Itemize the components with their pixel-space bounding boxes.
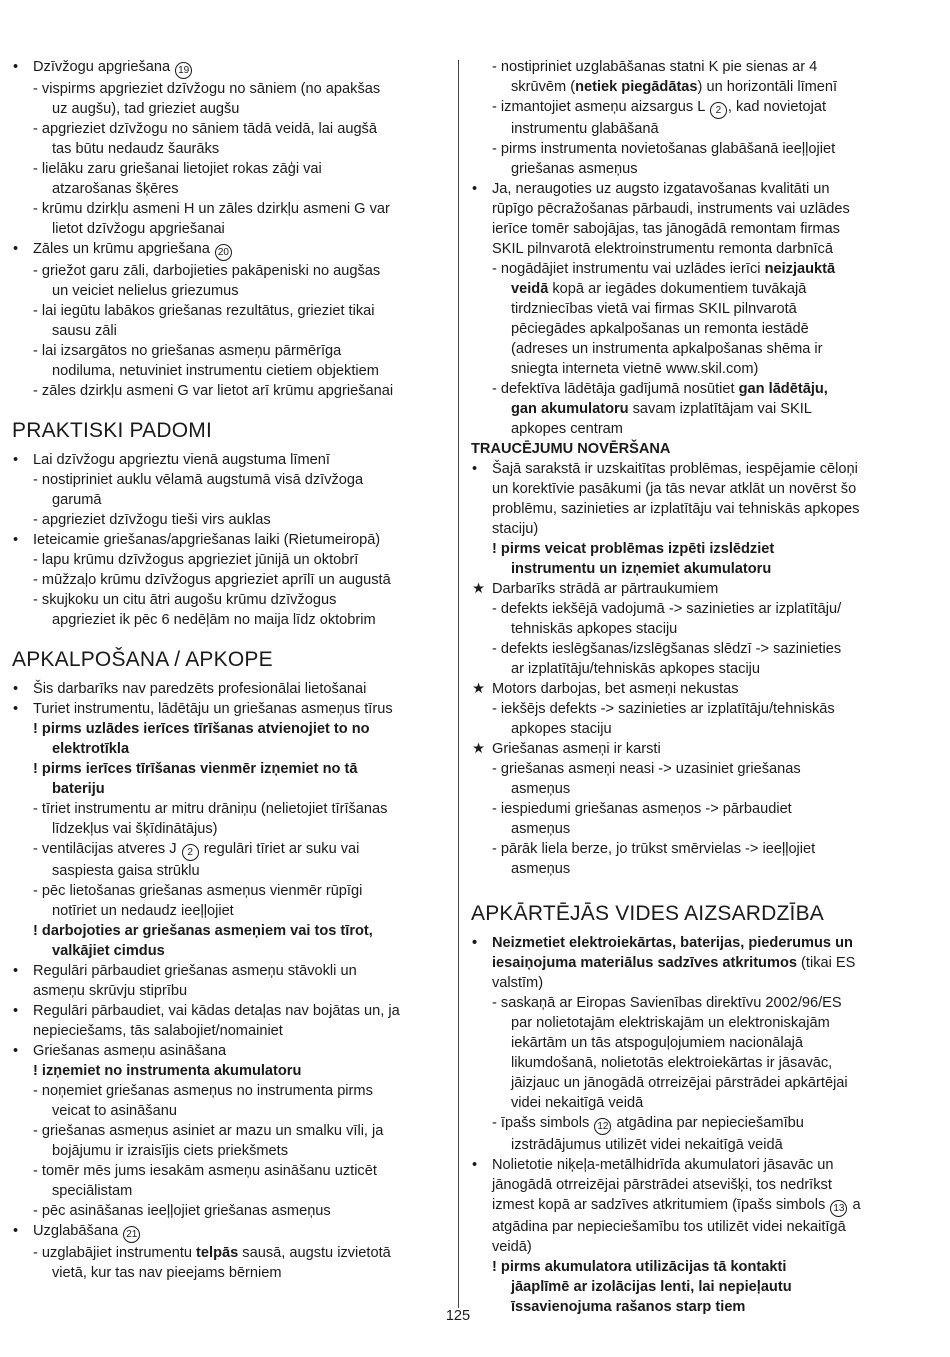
warning-item: ! darbojoties ar griešanas asmeņiem vai tos tīrot, bbox=[33, 923, 373, 939]
left-column: • Dzīvžogu apgriešana 19 - vispirms apgrieziet dzīvžogu no sāniem (no apakšas uz augšu), tad grieziet augšu - apgrieziet dzīvžogu no sāniem tādā veidā, lai augšā tas būtu nedaudz šaurāks - lielāku zaru griešanai lietojiet rokas zāģi vai atzarošanas šķēres - krūmu dzirkļu asmeni H un zāles dzirkļu asmeni G var lietot dzīvžogu apgriešanai • Zāles un krūmu apgriešana 20 - griežot garu zāli, darbojieties pakāpeniski no augšas un veiciet nelielus griezumus - lai iegūtu labākos griešanas rezultātus, grieziet tikai sausu zāli - lai izsargātos no griešanas asmeņu pārmērīga nodiluma, netuviniet instrumentu cietiem objektiem - zāles dzirkļu asmeni G var lietot arī krūmu apgriešanai PRAKTISKI PADOMI • Lai dzīvžogu apgrieztu vienā augstuma līmenī - nostipriniet auklu vēlamā augstumā visā dzīvžoga garumā - apgrieziet dzīvžogu tieši virs auklas • Ieteicamie griešanas/apgriešanas laiki (Rietumeiropā) - lapu krūmu dzīvžogus apgrieziet jūnijā un oktobrī - mūžzaļo krūmu dzīvžogus apgrieziet aprīlī un augustā - skujkoku un citu ātri augošu krūmu dzīvžogus apgrieziet ik pēc 6 nedēļām no maija līdz oktobrim APKALPOŠANA / APKOPE • Šis darbarīks nav paredzēts profesionālai lietošanai • Turiet instrumentu, lādētāju un griešanas asmeņus tīrus ! pirms uzlādes ierīces tīrīšanas atvienojiet to no elektrotīkla ! pirms ierīces tīrīšanas vienmēr izņemiet no tā bateriju - tīriet instrumentu ar mitru drāniņu (nelietojiet tīrīšanas līdzekļus vai šķīdinātājus) - ventilācijas atveres J 2 regulāri tīriet ar suku vai saspiesta gaisa strūklu - pēc lietošanas griešanas asmeņus vienmēr rūpīgi notīriet un nedaudz ieeļļojiet ! darbojoties ar griešanas asmeņiem vai tos tīrot, valkājiet cimdus • Regulāri pārbaudiet griešanas asmeņu stāvokli un asmeņu skrūvju stiprību • Regulāri pārbaudiet, vai kādas detaļas nav bojātas un, ja nepieciešams, tās salabojiet/nomainiet • Griešanas asmeņu asināšana ! izņemiet no instrumenta akumulatoru - noņemiet griešanas asmeņus no instrumenta pirms veicat to asināšanu - griešanas asmeņus asiniet ar mazu un smalku vīli, ja bojājumu ir izraisījis ciets priekšmets - tomēr mēs jums iesakām asmeņu asināšanu uzticēt speciālistam - pēc asināšanas ieeļļojiet griešanas asmeņus • Uzglabāšana 21 - uzglabājiet instrumentu telpās sausā, augstu izvietotā vietā, kur tas nav pieejams bērniem bbox=[12, 57, 444, 1283]
bullet-icon: • bbox=[13, 241, 19, 257]
list-item: - lai iegūtu labākos griešanas rezultātus, grieziet tikai bbox=[33, 303, 375, 319]
bullet-icon: • bbox=[472, 181, 478, 197]
figure-ref-icon: 2 bbox=[182, 844, 199, 861]
bullet-icon: • bbox=[13, 681, 19, 697]
bullet-icon: • bbox=[472, 461, 478, 477]
problem-item: ★ Griešanas asmeņi ir karsti bbox=[472, 741, 661, 757]
list-item: - ventilācijas atveres J 2 regulāri tīriet ar suku vai bbox=[12, 839, 444, 861]
list-item: - griešanas asmeņus asiniet ar mazu un smalku vīli, ja bbox=[33, 1123, 384, 1139]
problem-item: ★ Motors darbojas, bet asmeņi nekustas bbox=[472, 681, 739, 697]
list-item: - mūžzaļo krūmu dzīvžogus apgrieziet aprīlī un augustā bbox=[33, 572, 391, 588]
column-divider bbox=[458, 60, 459, 1308]
warning-item: ! pirms ierīces tīrīšanas vienmēr izņemiet no tā bbox=[33, 761, 358, 777]
bullet-icon: • bbox=[13, 532, 19, 548]
list-item: • Zāles un krūmu apgriešana 20 bbox=[12, 239, 444, 261]
list-item: - vispirms apgrieziet dzīvžogu no sāniem (no apakšas bbox=[33, 81, 381, 97]
list-item: • Uzglabāšana 21 bbox=[12, 1221, 444, 1243]
list-item: - nostipriniet auklu vēlamā augstumā visā dzīvžoga bbox=[33, 472, 364, 488]
list-item: - krūmu dzirkļu asmeni H un zāles dzirkļu asmeni G var bbox=[33, 201, 390, 217]
list-item: • Šis darbarīks nav paredzēts profesionālai lietošanai bbox=[13, 681, 367, 697]
warning-item: ! pirms akumulatora utilizācijas tā kontakti bbox=[492, 1259, 787, 1275]
list-item: - uzglabājiet instrumentu telpās sausā, augstu izvietotā bbox=[33, 1245, 391, 1261]
warning-item: ! izņemiet no instrumenta akumulatoru bbox=[33, 1063, 302, 1079]
list-item: - apgrieziet dzīvžogu tieši virs auklas bbox=[33, 512, 271, 528]
list-item: - iekšējs defekts -> sazinieties ar izplatītāju/tehniskās bbox=[492, 701, 835, 717]
list-item: - tīriet instrumentu ar mitru drāniņu (nelietojiet tīrīšanas bbox=[33, 801, 388, 817]
list-item: • Šajā sarakstā ir uzskaitītas problēmas, iespējamie cēloņi bbox=[472, 461, 858, 477]
section-heading-troubleshooting: TRAUCĒJUMU NOVĒRŠANA bbox=[471, 441, 671, 457]
list-item: - nostipriniet uzglabāšanas statni K pie sienas ar 4 bbox=[492, 59, 818, 75]
list-item: - lielāku zaru griešanai lietojiet rokas zāģi vai bbox=[33, 161, 322, 177]
bullet-icon: • bbox=[13, 1043, 19, 1059]
list-item: - pēc lietošanas griešanas asmeņus vienmēr rūpīgi bbox=[33, 883, 363, 899]
list-item: - skujkoku un citu ātri augošu krūmu dzīvžogus bbox=[33, 592, 337, 608]
bullet-icon: • bbox=[13, 59, 19, 75]
list-item: - defekts ieslēgšanas/izslēgšanas slēdzī -> sazinieties bbox=[492, 641, 842, 657]
list-item: - īpašs simbols 12 atgādina par nepieciešamību bbox=[471, 1113, 911, 1135]
list-item: • Ja, neraugoties uz augsto izgatavošanas kvalitāti un bbox=[472, 181, 830, 197]
warning-item: ! pirms veicat problēmas izpēti izslēdziet bbox=[492, 541, 775, 557]
list-item: • Nolietotie niķeļa-metālhidrīda akumulatori jāsavāc un bbox=[472, 1157, 834, 1173]
figure-ref-icon: 19 bbox=[175, 62, 192, 79]
bullet-icon: • bbox=[13, 452, 19, 468]
list-item: • Turiet instrumentu, lādētāju un griešanas asmeņus tīrus bbox=[13, 701, 393, 717]
bullet-icon: • bbox=[472, 935, 478, 951]
list-item: - tomēr mēs jums iesakām asmeņu asināšanu uzticēt bbox=[33, 1163, 377, 1179]
page-number: 125 bbox=[445, 1308, 471, 1324]
list-item: - pirms instrumenta novietošanas glabāšanā ieeļļojiet bbox=[492, 141, 836, 157]
star-icon: ★ bbox=[472, 741, 486, 757]
section-heading-environment: APKĀRTĒJĀS VIDES AIZSARDZĪBA bbox=[471, 902, 824, 925]
figure-ref-icon: 13 bbox=[830, 1200, 847, 1217]
problem-item: ★ Darbarīks strādā ar pārtraukumiem bbox=[472, 581, 719, 597]
list-item: - noņemiet griešanas asmeņus no instrumenta pirms bbox=[33, 1083, 373, 1099]
list-item: • Dzīvžogu apgriešana 19 bbox=[12, 57, 444, 79]
list-item: • Regulāri pārbaudiet, vai kādas detaļas nav bojātas un, ja bbox=[13, 1003, 400, 1019]
list-item: - saskaņā ar Eiropas Savienības direktīvu 2002/96/ES bbox=[492, 995, 842, 1011]
list-item: • Neizmetiet elektroiekārtas, baterijas, piederumus un bbox=[472, 935, 853, 951]
list-item: • Griešanas asmeņu asināšana bbox=[13, 1043, 227, 1059]
list-item: - pēc asināšanas ieeļļojiet griešanas asmeņus bbox=[33, 1203, 331, 1219]
bullet-icon: • bbox=[13, 1223, 19, 1239]
list-item: - nogādājiet instrumentu vai uzlādes ierīci neizjauktā bbox=[492, 261, 836, 277]
list-item: • Ieteicamie griešanas/apgriešanas laiki (Rietumeiropā) bbox=[13, 532, 381, 548]
list-item: - apgrieziet dzīvžogu no sāniem tādā veidā, lai augšā bbox=[33, 121, 377, 137]
list-item: - griešanas asmeņi neasi -> uzasiniet griešanas bbox=[492, 761, 801, 777]
figure-ref-icon: 21 bbox=[123, 1226, 140, 1243]
list-item: - griežot garu zāli, darbojieties pakāpeniski no augšas bbox=[33, 263, 381, 279]
section-heading-maintenance: APKALPOŠANA / APKOPE bbox=[12, 648, 273, 671]
warning-item: ! pirms uzlādes ierīces tīrīšanas atvienojiet to no bbox=[33, 721, 370, 737]
list-item: - zāles dzirkļu asmeni G var lietot arī krūmu apgriešanai bbox=[33, 383, 394, 399]
bullet-icon: • bbox=[13, 963, 19, 979]
list-item: - defektīva lādētāja gadījumā nosūtiet gan lādētāju, bbox=[492, 381, 828, 397]
bullet-icon: • bbox=[13, 701, 19, 717]
figure-ref-icon: 2 bbox=[710, 102, 727, 119]
list-item: - lapu krūmu dzīvžogus apgrieziet jūnijā un oktobrī bbox=[33, 552, 359, 568]
list-item: - iespiedumi griešanas asmeņos -> pārbaudiet bbox=[492, 801, 792, 817]
figure-ref-icon: 12 bbox=[594, 1118, 611, 1135]
right-column: - nostipriniet uzglabāšanas statni K pie sienas ar 4 skrūvēm (netiek piegādātas) un horizontāli līmenī - izmantojiet asmeņu aizsargus L 2 , kad novietojat instrumentu glabāšanā - pirms instrumenta novietošanas glabāšanā ieeļļojiet griešanas asmeņus • Ja, neraugoties uz augsto izgatavošanas kvalitāti un rūpīgo pēcražošanas pārbaudi, instruments vai uzlādes ierīce tomēr sabojājas, tas jānogādā remontam firmas SKIL pilnvarotā elektroinstrumentu remonta darbnīcā - nogādājiet instrumentu vai uzlādes ierīci neizjauktā veidā kopā ar iegādes dokumentiem tuvākajā tirdzniecības vietā vai firmas SKIL pilnvarotā pēciegādes apkalpošanas un remonta iestādē (adreses un instrumenta apkalpošanas shēma ir sniegta interneta vietnē www.skil.com) - defektīva lādētāja gadījumā nosūtiet gan lādētāju, gan akumulatoru savam izplatītājam vai SKIL apkopes centram TRAUCĒJUMU NOVĒRŠANA • Šajā sarakstā ir uzskaitītas problēmas, iespējamie cēloņi un korektīvie pasākumi (ja tās nevar atklāt un novērst šo problēmu, sazinieties ar izplatītāju vai tehniskās apkopes staciju) ! pirms veicat problēmas izpēti izslēdziet instrumentu un izņemiet akumulatoru ★ Darbarīks strādā ar pārtraukumiem - defekts iekšējā vadojumā -> sazinieties ar izplatītāju/ tehniskās apkopes staciju - defekts ieslēgšanas/izslēgšanas slēdzī -> sazinieties ar izplatītāju/tehniskās apkopes staciju ★ Motors darbojas, bet asmeņi nekustas - iekšējs defekts -> sazinieties ar izplatītāju/tehniskās apkopes staciju ★ Griešanas asmeņi ir karsti - griešanas asmeņi neasi -> uzasiniet griešanas asmeņus - iespiedumi griešanas asmeņos -> pārbaudiet asmeņus - pārāk liela berze, jo trūkst smērvielas -> ieeļļojiet asmeņus APKĀRTĒJĀS VIDES AIZSARDZĪBA • Neizmetiet elektroiekārtas, baterijas, piederumus un iesaiņojuma materiālus sadzīves atkritumos (tikai ES valstīm) - saskaņā ar Eiropas Savienības direktīvu 2002/96/ES par nolietotajām elektriskajām un elektroniskajām iekārtām un tās atspoguļojumiem nacionālajā likumdošanā, nolietotās elektroiekārtas ir jāsavāc, jāizjauc un jānogādā otrreizējai pārstrādei apkārtējai videi nekaitīgā veidā - īpašs simbols 12 atgādina par nepieciešamību izstrādājumus utilizēt videi nekaitīgā veidā • Nolietotie niķeļa-metālhidrīda akumulatori jāsavāc un jānogādā otrreizējai pārstrādei atsevišķi, tos nedrīkst izmest kopā ar sadzīves atkritumiem (īpašs simbols 13 a atgādina par nepieciešamību tos utilizēt videi nekaitīgā veidā) ! pirms akumulatora utilizācijas tā kontakti jāaplīmē ar izolācijas lenti, lai nepieļautu īssavienojuma rašanos starp tiem bbox=[471, 57, 911, 1317]
list-item: - pārāk liela berze, jo trūkst smērvielas -> ieeļļojiet bbox=[492, 841, 816, 857]
list-item: - defekts iekšējā vadojumā -> sazinieties ar izplatītāju/ bbox=[492, 601, 842, 617]
bullet-icon: • bbox=[13, 1003, 19, 1019]
star-icon: ★ bbox=[472, 581, 486, 597]
section-heading-tips: PRAKTISKI PADOMI bbox=[12, 419, 213, 442]
figure-ref-icon: 20 bbox=[215, 244, 232, 261]
list-item: • Lai dzīvžogu apgrieztu vienā augstuma līmenī bbox=[13, 452, 330, 468]
list-item: • Regulāri pārbaudiet griešanas asmeņu stāvokli un bbox=[13, 963, 357, 979]
list-item: - izmantojiet asmeņu aizsargus L 2 , kad novietojat bbox=[471, 97, 911, 119]
bullet-icon: • bbox=[472, 1157, 478, 1173]
star-icon: ★ bbox=[472, 681, 486, 697]
list-item: - lai izsargātos no griešanas asmeņu pārmērīga bbox=[33, 343, 342, 359]
